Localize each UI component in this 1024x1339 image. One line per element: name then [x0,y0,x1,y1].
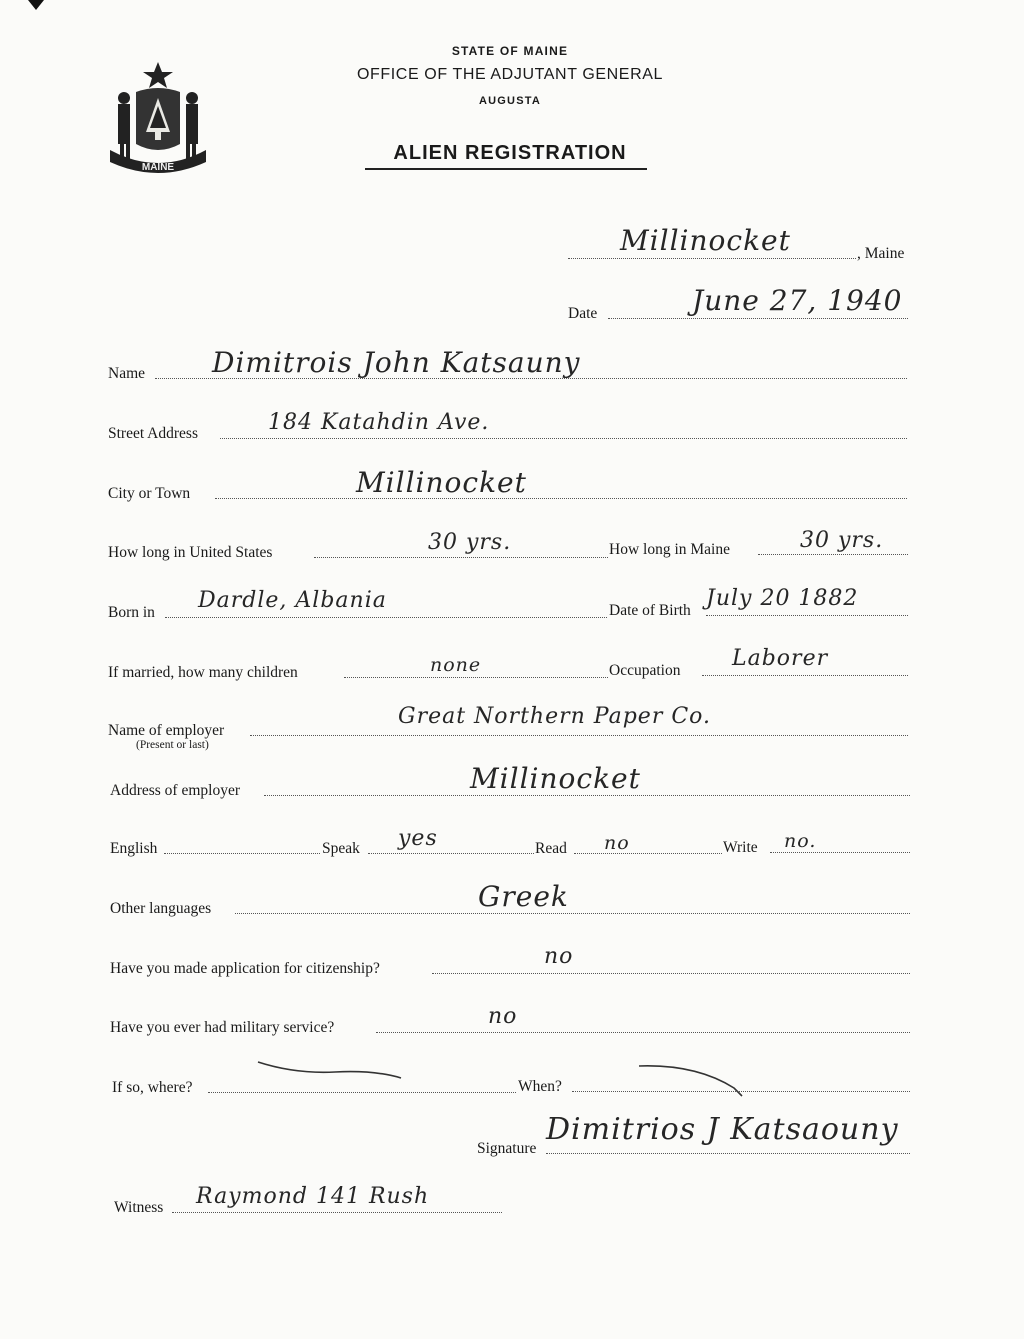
street-label: Street Address [108,425,198,442]
read-value: no [604,832,630,854]
street-value: 184 Katahdin Ave. [268,410,490,435]
date-dotted-line [608,318,908,319]
city-heading: AUGUSTA [479,95,541,107]
where-dash-mark [255,1054,405,1084]
when-label: When? [518,1078,562,1095]
birth-date-dotted-line [706,615,908,616]
office-heading: OFFICE OF THE ADJUTANT GENERAL [356,66,664,83]
witness-dotted-line [172,1212,502,1213]
us-years-value: 30 yrs. [428,530,512,555]
occupation-label: Occupation [609,662,681,679]
read-dotted-line [574,853,722,854]
employer-address-label: Address of employer [110,782,240,799]
svg-text:MAINE: MAINE [141,162,175,173]
children-value: none [430,654,482,676]
city-label: City or Town [108,485,191,502]
maine-years-dotted-line [758,554,908,555]
witness-label: Witness [114,1199,164,1216]
corner-mark [28,0,44,10]
name-value: Dimitrois John Katsauny [212,346,581,379]
born-in-value: Dardle, Albania [198,588,387,613]
city-value: Millinocket [356,466,527,499]
where-dotted-line [208,1092,516,1093]
signature-value: Dimitrios J Katsaouny [546,1112,899,1147]
date-label: Date [568,305,598,322]
signature-dotted-line [546,1153,910,1154]
born-in-label: Born in [108,604,155,621]
place-value: Millinocket [620,224,791,257]
form-title: ALIEN REGISTRATION [393,142,627,164]
signature-label: Signature [477,1140,537,1157]
street-dotted-line [220,438,907,439]
employer-sublabel: (Present or last) [136,739,209,751]
employer-dotted-line [250,735,908,736]
children-label: If married, how many children [108,664,298,681]
employer-address-value: Millinocket [470,762,641,795]
us-years-label: How long in United States [108,544,273,561]
maine-years-value: 30 yrs. [800,528,884,553]
military-dotted-line [376,1032,910,1033]
citizenship-dotted-line [432,973,910,974]
occupation-dotted-line [702,675,908,676]
military-value: no [488,1004,518,1029]
birth-date-value: July 20 1882 [706,586,859,611]
when-dash-mark [636,1060,748,1100]
city-dotted-line [215,498,907,499]
other-languages-dotted-line [235,913,910,914]
english-dotted-line [164,853,320,854]
where-label: If so, where? [112,1079,193,1096]
write-dotted-line [770,852,910,853]
us-years-dotted-line [314,557,608,558]
maine-state-seal [106,58,210,184]
date-value: June 27, 1940 [692,284,903,317]
speak-label: Speak [322,840,360,857]
write-label: Write [723,839,758,856]
other-languages-value: Greek [478,880,569,913]
employer-address-dotted-line [264,795,910,796]
write-value: no. [784,830,817,852]
other-languages-label: Other languages [110,900,212,917]
employer-value: Great Northern Paper Co. [398,704,712,729]
speak-value: yes [398,826,438,851]
children-dotted-line [344,677,608,678]
occupation-value: Laborer [732,646,829,671]
witness-value: Raymond 141 Rush [196,1184,430,1209]
speak-dotted-line [368,853,534,854]
employer-label: Name of employer [108,722,225,739]
read-label: Read [535,840,567,857]
citizenship-label: Have you made application for citizenship? [110,960,380,977]
state-heading: STATE OF MAINE [451,44,569,58]
title-underline [365,168,647,170]
born-in-dotted-line [165,617,607,618]
citizenship-value: no [544,944,574,969]
military-label: Have you ever had military service? [110,1019,335,1036]
maine-years-label: How long in Maine [609,541,730,558]
place-dotted-line [568,258,856,259]
birth-date-label: Date of Birth [609,602,691,619]
place-suffix: , Maine [857,245,905,262]
name-label: Name [108,365,146,382]
english-label: English [110,840,158,857]
